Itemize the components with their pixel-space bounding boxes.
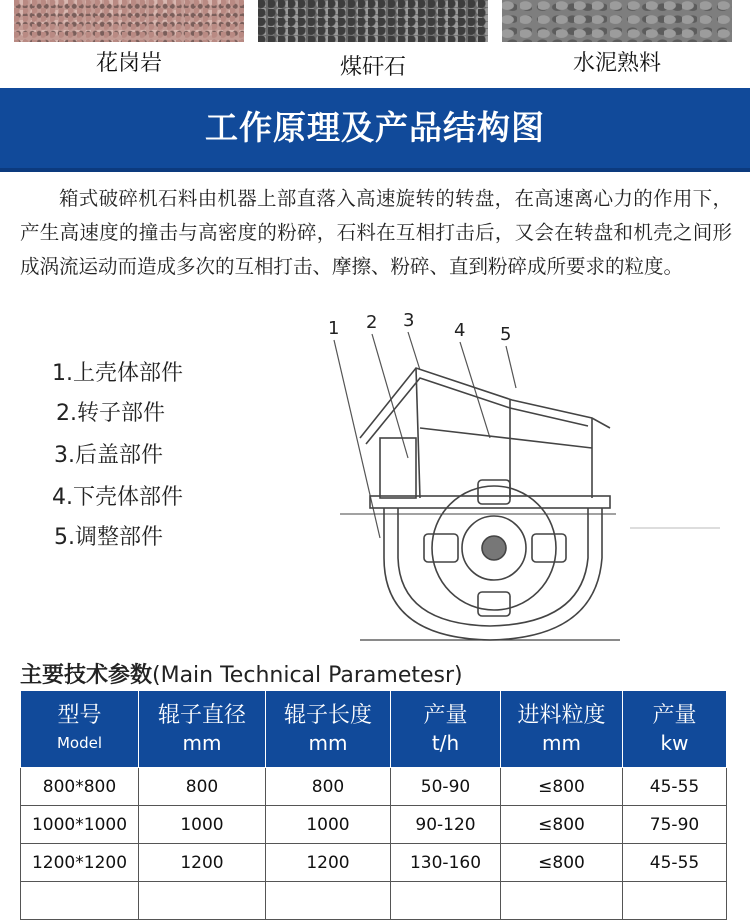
lower-housing bbox=[384, 508, 602, 640]
cell-output bbox=[391, 882, 501, 920]
part-item-5: 5.调整部件 bbox=[54, 525, 163, 550]
cell-model bbox=[21, 882, 139, 920]
cell-length: 1200 bbox=[266, 844, 391, 882]
material-label-coal-gangue: 煤矸石 bbox=[339, 55, 406, 80]
header-roller-diameter: 辊子直径 mm bbox=[139, 691, 266, 768]
granite-photo bbox=[14, 0, 244, 42]
coal-gangue-photo bbox=[258, 0, 488, 42]
table-row bbox=[21, 806, 727, 844]
cell-output: 130-160 bbox=[391, 844, 501, 882]
rotor bbox=[424, 480, 566, 616]
cell-output: 50-90 bbox=[391, 768, 501, 806]
leader-lines bbox=[334, 332, 516, 538]
params-title-cn: 主要技术参数 bbox=[20, 663, 153, 688]
part-item-4: 4.下壳体部件 bbox=[52, 485, 183, 510]
material-label-cement-clinker: 水泥熟料 bbox=[572, 51, 661, 76]
upper-housing bbox=[360, 368, 610, 498]
params-title bbox=[20, 658, 463, 689]
part-item-3: 3.后盖部件 bbox=[54, 443, 163, 468]
cell-length: 1000 bbox=[266, 806, 391, 844]
cell-feed-size: ≤800 bbox=[501, 844, 623, 882]
callout-3: 3 bbox=[403, 310, 415, 331]
cell-feed-size bbox=[501, 882, 623, 920]
cell-power: 75-90 bbox=[623, 806, 727, 844]
cell-feed-size: ≤800 bbox=[501, 806, 623, 844]
part-item-1: 1.上壳体部件 bbox=[52, 361, 183, 386]
cell-power: 45-55 bbox=[623, 768, 727, 806]
table-row bbox=[21, 768, 727, 806]
header-power: 产量 kw bbox=[623, 691, 727, 768]
materials-strip bbox=[0, 0, 750, 86]
cell-power bbox=[623, 882, 727, 920]
banner-title: 工作原理及产品结构图 bbox=[205, 108, 545, 147]
cell-output: 90-120 bbox=[391, 806, 501, 844]
callout-5: 5 bbox=[500, 324, 512, 345]
crusher-structure-diagram bbox=[320, 308, 750, 648]
table-row bbox=[21, 844, 727, 882]
part-item-2: 2.转子部件 bbox=[56, 401, 165, 426]
cell-model: 1000*1000 bbox=[21, 806, 139, 844]
table-header-row bbox=[21, 691, 727, 768]
callout-2: 2 bbox=[366, 312, 378, 333]
cement-clinker-photo bbox=[502, 0, 732, 42]
technical-parameters-table bbox=[20, 690, 727, 920]
table-row bbox=[21, 882, 727, 920]
cell-model: 1200*1200 bbox=[21, 844, 139, 882]
header-feed-size: 进料粒度 mm bbox=[501, 691, 623, 768]
material-label-granite: 花岗岩 bbox=[95, 51, 162, 76]
callout-1: 1 bbox=[328, 318, 340, 339]
cell-diameter: 1000 bbox=[139, 806, 266, 844]
header-model: 型号 Model bbox=[21, 691, 139, 768]
cell-power: 45-55 bbox=[623, 844, 727, 882]
cell-length: 800 bbox=[266, 768, 391, 806]
cell-length bbox=[266, 882, 391, 920]
section-banner bbox=[0, 88, 750, 172]
cell-diameter bbox=[139, 882, 266, 920]
cell-model: 800*800 bbox=[21, 768, 139, 806]
callout-4: 4 bbox=[454, 320, 466, 341]
header-output: 产量 t/h bbox=[391, 691, 501, 768]
params-title-en: (Main Technical Parametesr) bbox=[152, 663, 463, 688]
working-principle-text: 箱式破碎机石料由机器上部直落入高速旋转的转盘，在高速离心力的作用下，产生高速度的撞击与高密度的粉碎，石料在互相打击后，又会在转盘和机壳之间形成涡流运动而造成多次的互相打击、摩擦、粉碎、直到粉碎成所要求的粒度。 bbox=[20, 187, 732, 278]
cell-feed-size: ≤800 bbox=[501, 768, 623, 806]
header-roller-length: 辊子长度 mm bbox=[266, 691, 391, 768]
cell-diameter: 800 bbox=[139, 768, 266, 806]
cell-diameter: 1200 bbox=[139, 844, 266, 882]
